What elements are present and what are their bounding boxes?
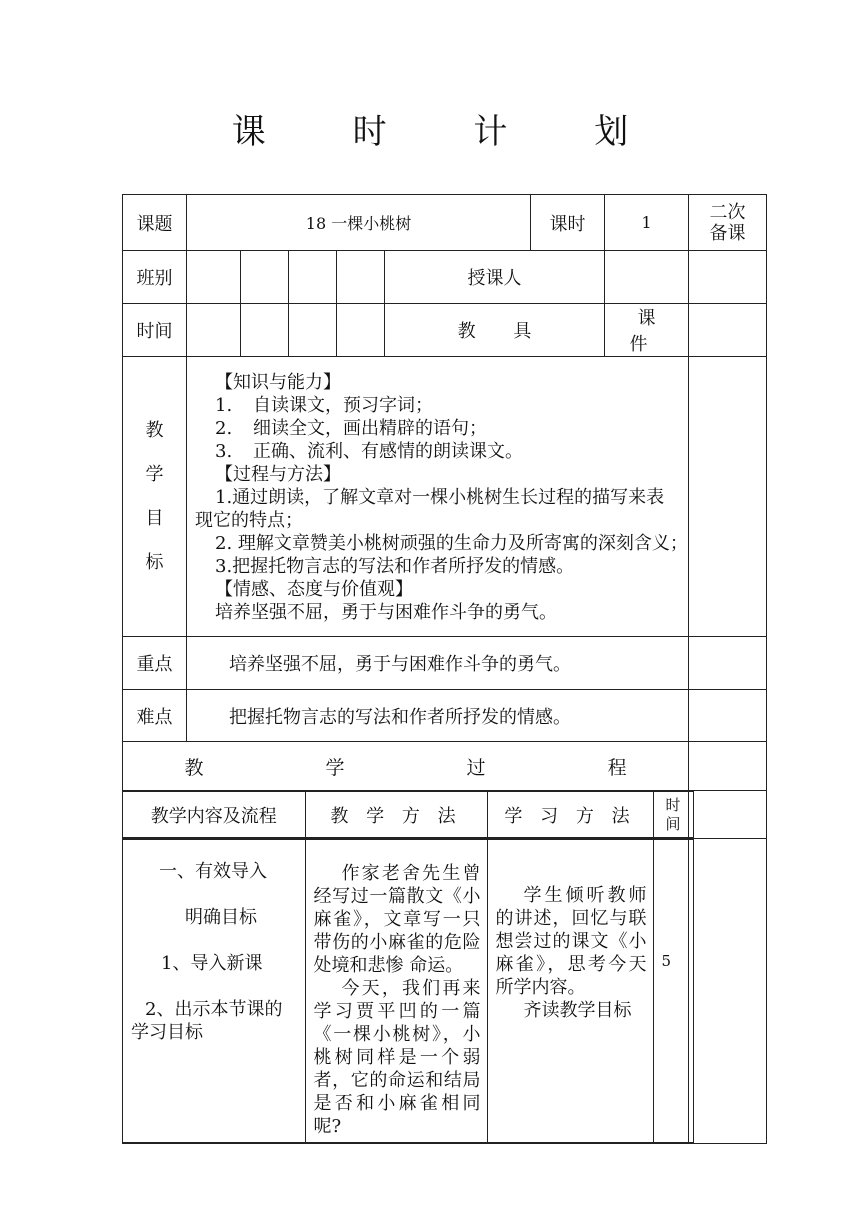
key-point-label: 重点 xyxy=(123,637,187,690)
flow-step: 2、出示本节课的学习目标 xyxy=(131,999,283,1043)
difficulty-label: 难点 xyxy=(123,690,187,742)
time-cell-3 xyxy=(289,304,337,357)
time-cell-4 xyxy=(337,304,385,357)
goals-content xyxy=(187,357,689,637)
period-value: 1 xyxy=(605,195,689,251)
learn-paragraph: 学生倾听教师的讲述，回忆与联想尝过的课文《小麻雀》，思考今天所学内容。 xyxy=(495,885,647,998)
goal-item: 3. 正确、流利、有感情的朗读课文。 xyxy=(215,441,523,462)
key-point-text: 培养坚强不屈，勇于与困难作斗争的勇气。 xyxy=(187,637,689,690)
goal-item: 3.把握托物言志的写法和作者所抒发的情感。 xyxy=(215,556,575,577)
courseware-label: 课 件 xyxy=(605,304,689,357)
goal-item: 2. 理解文章赞美小桃树顽强的生命力及所寄寓的深刻含义； xyxy=(215,533,688,554)
lesson-prep-cell xyxy=(689,839,767,1144)
goal-item: 培养坚强不屈，勇于与困难作斗争的勇气。 xyxy=(215,602,557,623)
flow-step: 明确目标 xyxy=(185,907,257,928)
flow-step: 一、有效导入 xyxy=(159,861,267,882)
goals-heading-attitude: 【情感、态度与价值观】 xyxy=(215,579,413,600)
difficulty-row xyxy=(123,690,767,742)
process-prep-cell xyxy=(689,742,767,791)
columns-prep-cell xyxy=(689,791,767,839)
process-heading-row xyxy=(123,742,767,791)
goals-label-char: 学 xyxy=(145,463,164,485)
col-teach-header: 教 学 方 法 xyxy=(305,792,487,838)
lesson-label: 课题 xyxy=(123,195,187,251)
class-row xyxy=(123,251,767,304)
teach-paragraph: 今天，我们再来学习贾平凹的一篇《一棵小桃树》，小桃树同样是一个弱者，它的命运和结局是否和小麻雀相同呢? xyxy=(313,978,481,1137)
page-title: 课 时 计 划 xyxy=(231,112,667,152)
class-cell-1 xyxy=(187,251,241,304)
goal-item: 1.通过朗读，了解文章对一棵小桃树生长过程的描写来表现它的特点； xyxy=(195,487,665,531)
goals-label-char: 教 xyxy=(145,419,164,441)
class-cell-3 xyxy=(289,251,337,304)
teacher-value xyxy=(605,251,689,304)
columns-row xyxy=(123,791,767,839)
goals-label-char: 目 xyxy=(145,507,164,529)
lesson-row-content xyxy=(123,839,694,1143)
lesson-row xyxy=(123,839,767,1144)
goals-prep-cell xyxy=(689,357,767,637)
time-cell-1 xyxy=(187,304,241,357)
goals-label-char: 标 xyxy=(145,551,164,573)
courseware-prep-cell xyxy=(689,304,767,357)
class-label: 班别 xyxy=(123,251,187,304)
flow-step: 1、导入新课 xyxy=(161,953,263,974)
difficulty-text: 把握托物言志的写法和作者所抒发的情感。 xyxy=(187,690,689,742)
key-point-prep-cell xyxy=(689,637,767,690)
key-point-row xyxy=(123,637,767,690)
teacher-label: 授课人 xyxy=(385,251,605,304)
lesson-plan-table xyxy=(122,194,767,1144)
goal-item: 2. 细读全文，画出精辟的语句； xyxy=(215,418,487,439)
columns-header xyxy=(123,791,694,838)
col-content-header: 教学内容及流程 xyxy=(123,792,305,838)
flow-cell xyxy=(123,840,305,1143)
lesson-title: 18 一棵小桃树 xyxy=(187,195,531,251)
col-learn-header: 学 习 方 法 xyxy=(487,792,653,838)
time-label: 时间 xyxy=(123,304,187,357)
goals-label xyxy=(123,357,187,637)
process-heading: 教 学 过 程 xyxy=(123,742,689,791)
learn-paragraph: 齐读教学目标 xyxy=(523,1000,632,1021)
time-cell-2 xyxy=(241,304,289,357)
tools-label: 教 具 xyxy=(385,304,605,357)
teach-method-cell xyxy=(305,840,487,1143)
difficulty-prep-cell xyxy=(689,690,767,742)
teacher-prep-cell xyxy=(689,251,767,304)
class-cell-4 xyxy=(337,251,385,304)
col-time-header: 时间 xyxy=(653,792,693,838)
goals-heading-process: 【过程与方法】 xyxy=(215,464,341,485)
learn-method-cell xyxy=(487,840,653,1143)
goal-item: 1. 自读课文，预习字词； xyxy=(215,395,433,416)
class-cell-2 xyxy=(241,251,289,304)
second-prep-label: 二次备课 xyxy=(689,195,767,251)
goals-row xyxy=(123,357,767,637)
teach-paragraph: 作家老舍先生曾经写过一篇散文《小麻雀》，文章写一只带伤的小麻雀的危险处境和悲惨 命运。 xyxy=(313,863,481,976)
time-value: 5 xyxy=(653,840,693,1143)
time-row xyxy=(123,304,767,357)
period-label: 课时 xyxy=(531,195,605,251)
header-row xyxy=(123,195,767,251)
goals-heading-knowledge: 【知识与能力】 xyxy=(215,372,341,393)
